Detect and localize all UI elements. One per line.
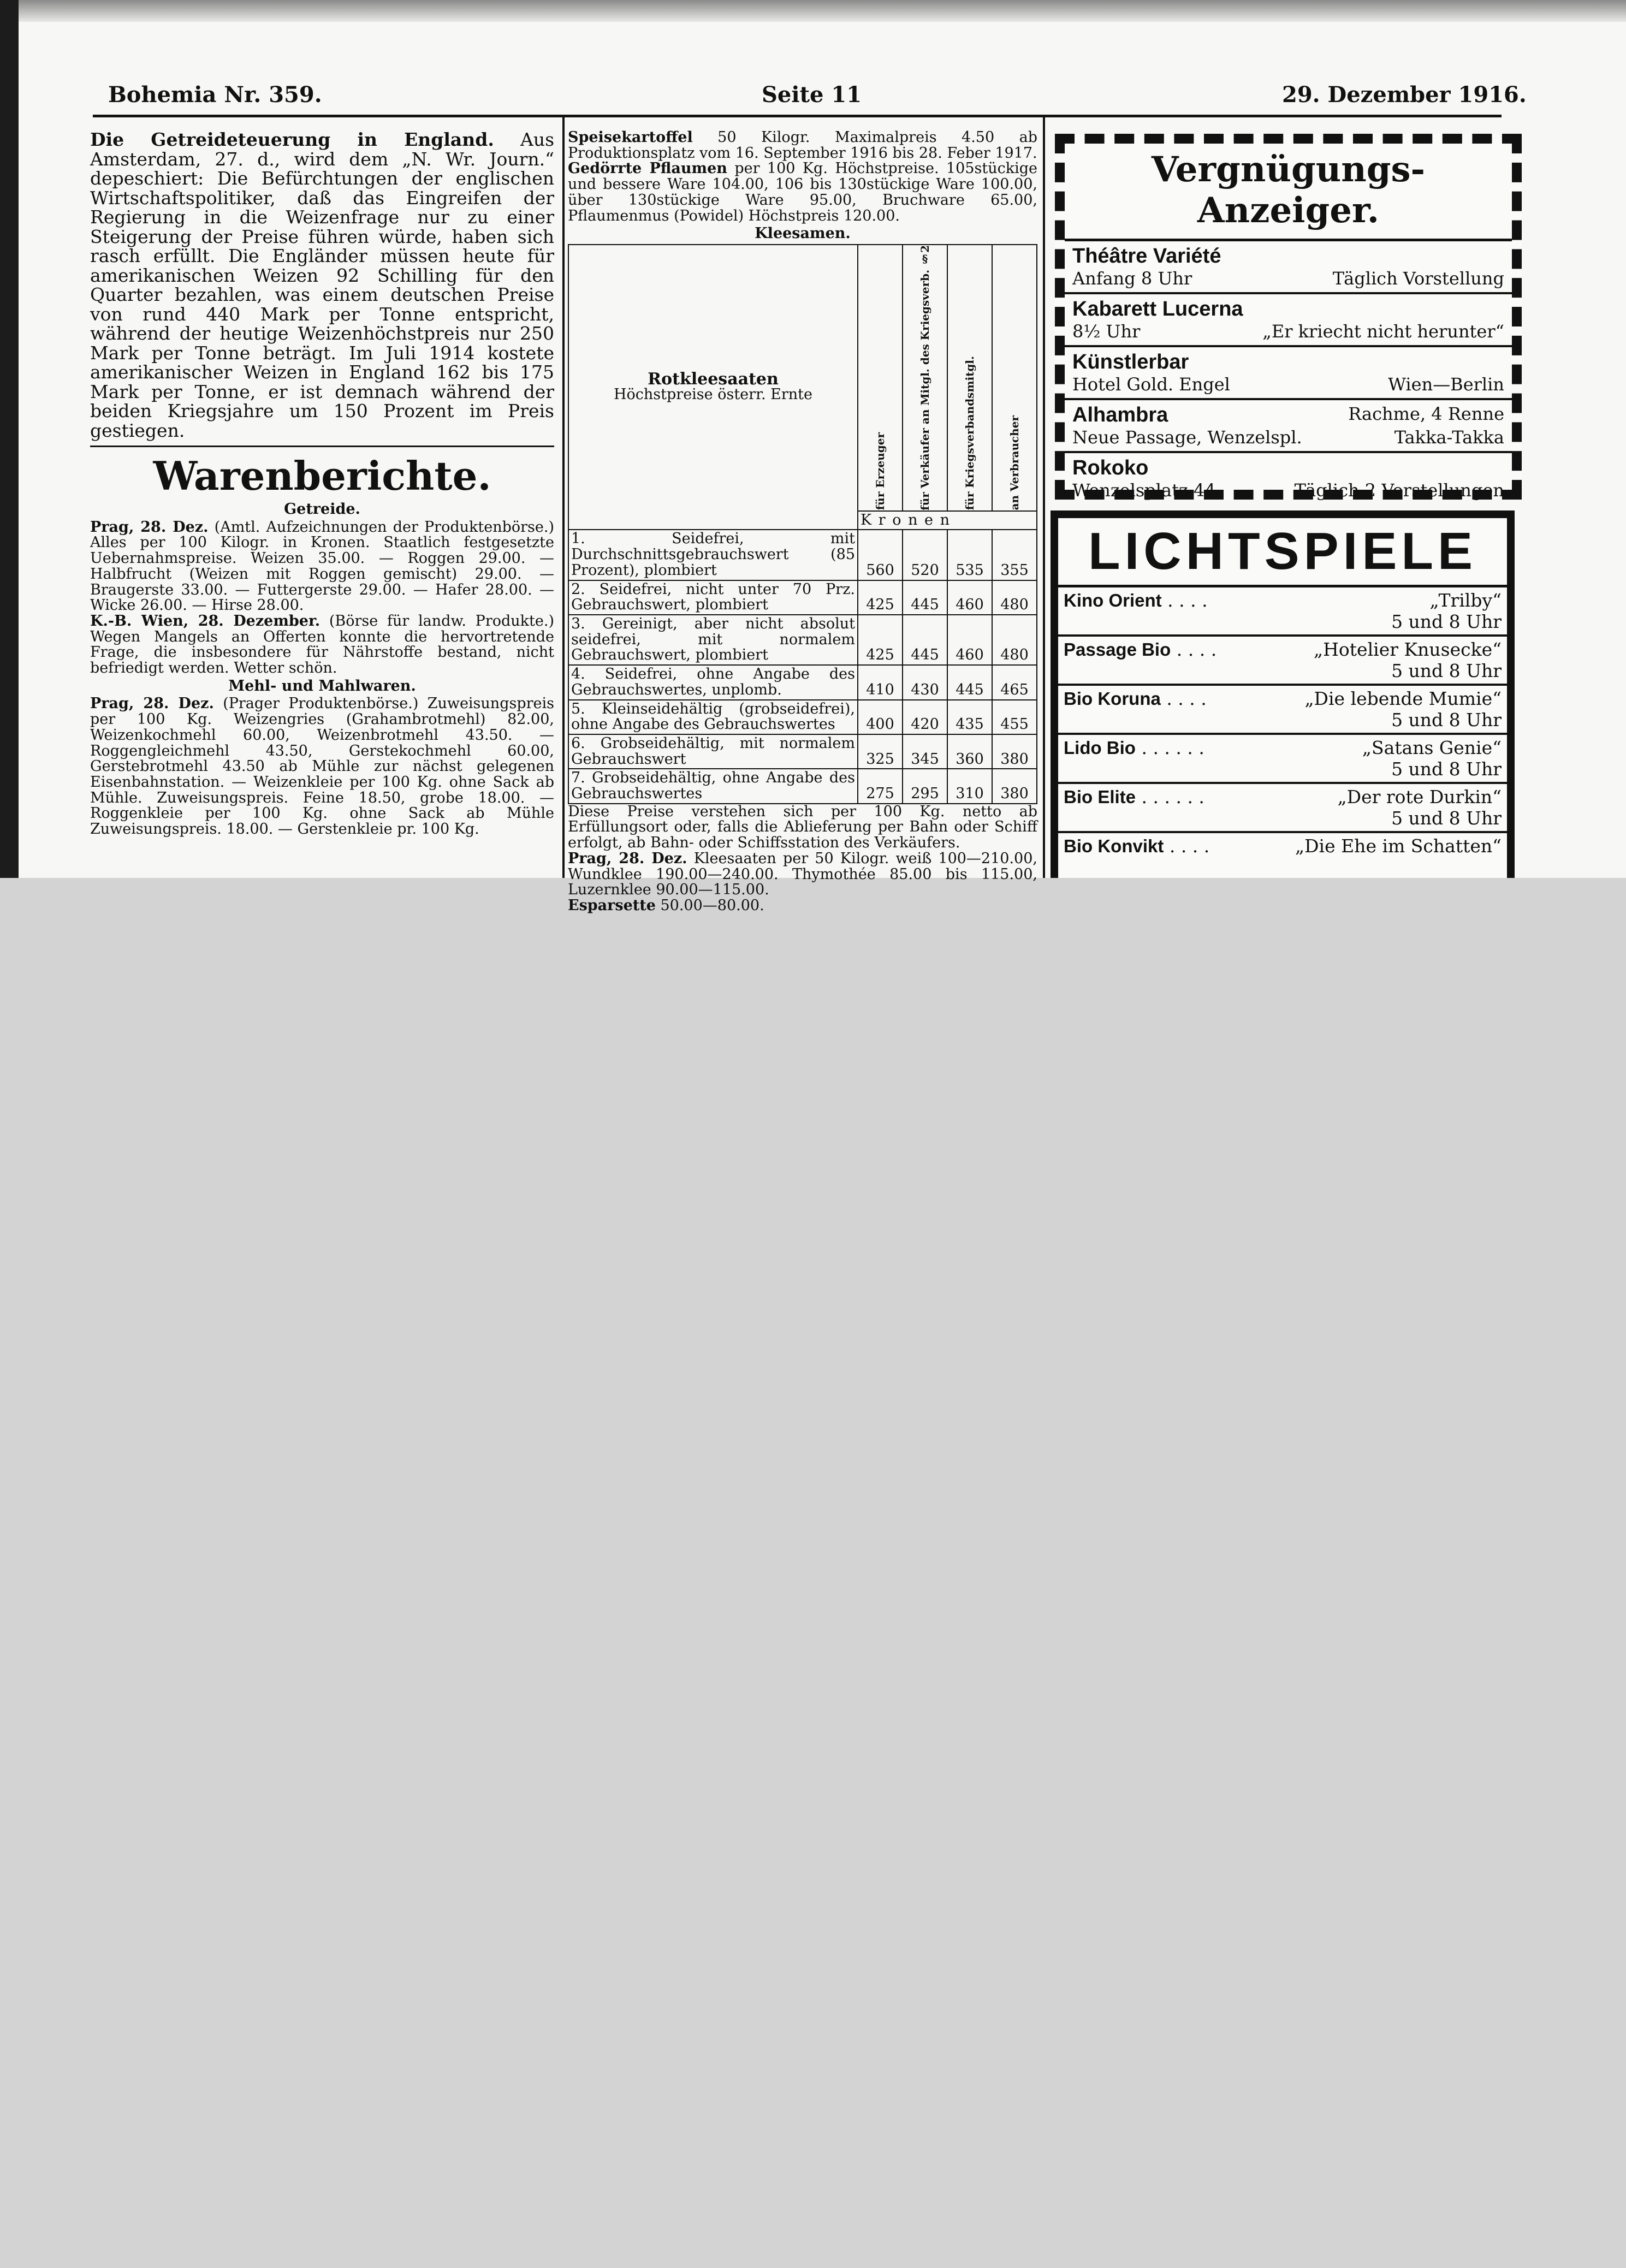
row-label: 6. Grobseidehältig, mit normalem Gebrauchswert xyxy=(568,734,858,769)
cell-value: 425 xyxy=(858,580,903,615)
table-row xyxy=(568,700,1037,734)
ad-detail-right: „Er kriecht nicht herunter“ xyxy=(1262,321,1504,342)
section-title-warenberichte: Warenberichte. xyxy=(153,453,491,499)
paragraph-text: Kleesaaten per 50 Kilogr. weiß 100—210.00, Wundklee 190.00—240.00. Thymothée 85.00 bis 115.00, Luzernklee 90.00—115.00. xyxy=(568,850,1037,899)
paragraph-text: (Amtl. Aufzeichnungen der Produktenbörse.) Alles per 100 Kilogr. in Kronen. Staatlich festgesetzte Uebernahmspreise. Weizen 35.00. — Roggen 29.00. — Halbfrucht (Weizen mit Roggen gemischt) 29.00. — Braugerste 33.00. — Futtergerste 29.00. — Hafer 28.00. — Wicke 26.00. — Hirse 28.00. xyxy=(90,518,554,614)
cell-value: 275 xyxy=(858,769,903,803)
film-title: „Trilby“ xyxy=(1429,590,1502,611)
cell-value: 420 xyxy=(903,700,947,734)
dateline: Prag, 28. Dez. xyxy=(568,850,687,867)
table-row xyxy=(568,530,1037,580)
article-getreideteuerung xyxy=(90,130,554,440)
dateline: K.-B. Wien, 28. Dezember. xyxy=(90,612,321,630)
table-row xyxy=(568,734,1037,769)
ad-detail-right-2: Takka-Takka xyxy=(1394,427,1504,448)
cell-value: 345 xyxy=(903,734,947,769)
paragraph-getreide-wien xyxy=(90,614,554,676)
ad-venue: Rokoko xyxy=(1072,456,1149,479)
col-header: für Verkäufer an Mitgl. des Kriegsverb. §2 xyxy=(903,245,947,511)
row-label: 4. Seidefrei, ohne Angabe des Gebrauchswertes, unplomb. xyxy=(568,665,858,699)
showtimes: 5 und 8 Uhr xyxy=(1391,758,1502,780)
row-label: 3. Gereinigt, aber nicht absolut seidefrei, mit normalem Gebrauchswert, plombiert xyxy=(568,615,858,665)
cell-value: 380 xyxy=(992,769,1037,803)
column-rule-1 xyxy=(562,117,565,878)
row-label: 2. Seidefrei, nicht unter 70 Prz. Gebrauchswert, plombiert xyxy=(568,580,858,615)
leader-dots: . . . . xyxy=(1166,688,1207,709)
cinema-listing xyxy=(1058,784,1507,833)
leader-dots: . . . . xyxy=(1176,639,1217,660)
article-title: Die Getreideteuerung in England. xyxy=(90,129,494,150)
ad-alhambra xyxy=(1065,400,1512,453)
cell-value: 400 xyxy=(858,700,903,734)
cinema-listing xyxy=(1058,686,1507,735)
cell-value: 480 xyxy=(992,580,1037,615)
cell-value: 425 xyxy=(858,615,903,665)
showtimes: 5 und 8 Uhr xyxy=(1391,660,1502,681)
entertainment-ads-box xyxy=(1055,134,1522,500)
cell-value: 355 xyxy=(992,530,1037,580)
ad-detail-right: Wien—Berlin xyxy=(1388,374,1504,395)
ad-kuenstlerbar xyxy=(1065,347,1512,400)
table-caption xyxy=(568,245,858,530)
cell-value: 465 xyxy=(992,665,1037,699)
cinema-listing xyxy=(1058,587,1507,637)
col-header: für Kriegsverbandsmitgl. xyxy=(947,245,992,511)
film-title: „Der rote Durkin“ xyxy=(1337,786,1502,808)
cell-value: 435 xyxy=(947,700,992,734)
table-row xyxy=(568,769,1037,803)
paragraph-text: (Prager Produktenbörse.) Zuweisungspreis per 100 Kg. Weizengries (Grahambrotmehl) 82.00, Weizenkochmehl 60.00, Weizenbrotmehl 43.50. — Roggengleichmehl 43.50, Gerstekochmehl 60.00, Gerstebrotmehl 43.50 ab Mühle zur nächst gelegenen Eisenbahnstation. — Weizenkleie per 100 Kg. ohne Sack ab Mühle. Zuweisungspreis. Feine 18.50, grobe 18.00. — Roggenkleie per 100 Kg. ohne Sack ab Mühle Zuweisungspreis. 18.00. — Gerstenkleie pr. 100 Kg. xyxy=(90,695,554,838)
scan-top-edge xyxy=(19,0,1626,22)
item-lead: Gedörrte Pflaumen xyxy=(568,160,727,177)
paragraph-text: (Börse für landw. Produkte.) Wegen Mangels an Offerten konnte die hervortretende Frage, die insbesondere für Nährstoffe bestand, nicht befriedigt werden. Wetter schön. xyxy=(90,612,554,677)
cell-value: 455 xyxy=(992,700,1037,734)
paragraph-getreide-prag xyxy=(90,520,554,614)
col-header: für Erzeuger xyxy=(858,245,903,511)
ad-detail-left: Hotel Gold. Engel xyxy=(1072,374,1230,395)
item-lead: Esparsette xyxy=(568,896,656,914)
paragraph-kleesaaten-prag xyxy=(568,851,1037,898)
cinema-name: Passage Bio xyxy=(1064,639,1171,660)
paragraph-speisekartoffel xyxy=(568,130,1037,161)
col-header: an Verbraucher xyxy=(992,245,1037,511)
ad-venue: Kabarett Lucerna xyxy=(1072,298,1243,320)
ad-theatre-variete xyxy=(1065,241,1512,294)
ad-venue: Alhambra xyxy=(1072,403,1168,426)
table-caption-subtitle: Höchstpreise österr. Ernte xyxy=(613,386,813,403)
ad-venue: Théâtre Variété xyxy=(1072,245,1221,268)
ad-detail-left: Anfang 8 Uhr xyxy=(1072,268,1192,289)
cell-value: 410 xyxy=(858,665,903,699)
cell-value: 560 xyxy=(858,530,903,580)
dateline: Prag, 28. Dez. xyxy=(90,695,214,713)
subsection-kleesamen: Kleesamen. xyxy=(755,225,851,242)
ad-venue: Künstlerbar xyxy=(1072,351,1189,373)
leader-dots: . . . . xyxy=(1169,835,1210,857)
cinema-name: Kino Orient xyxy=(1064,590,1162,610)
cinema-listing xyxy=(1058,833,1507,859)
paragraph-mehl-prag xyxy=(90,696,554,837)
showtimes: 5 und 8 Uhr xyxy=(1391,709,1502,731)
cell-value: 480 xyxy=(992,615,1037,665)
ad-detail-right: Täglich Vorstellung xyxy=(1332,268,1504,289)
cell-value: 430 xyxy=(903,665,947,699)
cell-value: 360 xyxy=(947,734,992,769)
unit-header: K r o n e n xyxy=(858,511,1037,530)
cinema-listing xyxy=(1058,735,1507,784)
cell-value: 460 xyxy=(947,580,992,615)
leader-dots: . . . . . . xyxy=(1141,737,1204,758)
newspaper-page xyxy=(0,0,1626,914)
cell-value: 445 xyxy=(947,665,992,699)
cell-value: 460 xyxy=(947,615,992,665)
item-lead: Speisekartoffel xyxy=(568,129,693,146)
dateline: Prag, 28. Dez. xyxy=(90,518,209,536)
cell-value: 520 xyxy=(903,530,947,580)
cinema-listing xyxy=(1058,637,1507,686)
header-publication: Bohemia Nr. 359. xyxy=(108,82,322,108)
header-rule xyxy=(93,115,1502,117)
ads-title: Vergnügungs-Anzeiger. xyxy=(1065,144,1512,241)
row-label: 7. Grobseidehältig, ohne Angabe des Gebrauchswertes xyxy=(568,769,858,803)
column-rule-2 xyxy=(1043,117,1045,878)
showtimes: 5 und 8 Uhr xyxy=(1391,808,1502,829)
subsection-getreide: Getreide. xyxy=(284,501,360,518)
column-2 xyxy=(568,130,1037,914)
cell-value: 325 xyxy=(858,734,903,769)
table-note: Diese Preise verstehen sich per 100 Kg. netto ab Erfüllungsort oder, falls die Ablieferung per Bahn oder Schiff erfolgt, ab Bahn- oder Schiffsstation des Verkäufers. xyxy=(568,803,1037,852)
header-date: 29. Dezember 1916. xyxy=(1282,82,1527,108)
cinema-name: Bio Konvikt xyxy=(1064,836,1164,856)
cinema-name: Lido Bio xyxy=(1064,738,1136,758)
column-1 xyxy=(90,130,554,838)
ad-detail-left: 8½ Uhr xyxy=(1072,321,1141,342)
cinema-listings-box xyxy=(1051,510,1515,878)
ad-detail-right: Täglich 2 Vorstellungen xyxy=(1294,480,1504,501)
scan-gutter xyxy=(0,0,19,878)
row-label: 1. Seidefrei, mit Durchschnittsgebrauchswert (85 Prozent), plombiert xyxy=(568,530,858,580)
ad-detail-left: Neue Passage, Wenzelspl. xyxy=(1072,427,1302,448)
ad-detail-right: Rachme, 4 Renne xyxy=(1348,403,1504,424)
cinema-name: Bio Koruna xyxy=(1064,688,1161,709)
leader-dots: . . . . xyxy=(1167,590,1208,611)
table-row xyxy=(568,580,1037,615)
cinema-name: Bio Elite xyxy=(1064,787,1136,807)
film-title: „Satans Genie“ xyxy=(1362,737,1502,758)
film-title: „Die Ehe im Schatten“ xyxy=(1295,835,1502,857)
film-title: „Die lebende Mumie“ xyxy=(1304,688,1502,709)
showtimes: 5 und 8 Uhr xyxy=(1391,611,1502,632)
paragraph-text: per 100 Kg. Höchstpreise. 105stückige und bessere Ware 104.00, 106 bis 130stückige Ware 100.00, über 130stückige Ware 95.00, Bruchware 65.00, Pflaumenmus (Powidel) Höchstpreis 120.00. xyxy=(568,160,1037,224)
paragraph-text: 50 Kilogr. Maximalpreis 4.50 ab Produktionsplatz vom 16. September 1916 bis 28. Feber 1917. xyxy=(568,129,1037,162)
table-row xyxy=(568,615,1037,665)
cell-value: 445 xyxy=(903,580,947,615)
cinema-title: LICHTSPIELE xyxy=(1058,518,1507,587)
ad-kabarett-lucerna xyxy=(1065,294,1512,347)
cell-value: 295 xyxy=(903,769,947,803)
row-label: 5. Kleinseidehältig (grobseidefrei), ohne Angabe des Gebrauchswertes xyxy=(568,700,858,734)
section-divider xyxy=(90,446,554,447)
table-row xyxy=(568,665,1037,699)
clover-price-table xyxy=(568,244,1037,804)
film-title: „Hotelier Knusecke“ xyxy=(1314,639,1502,660)
paragraph-esparsette xyxy=(568,898,1037,914)
table-caption-title: Rotkleesaaten xyxy=(648,369,779,389)
cell-value: 445 xyxy=(903,615,947,665)
paragraph-text: 50.00—80.00. xyxy=(660,896,764,914)
subsection-mehl: Mehl- und Mahlwaren. xyxy=(228,677,416,694)
cell-value: 535 xyxy=(947,530,992,580)
paragraph-pflaumen xyxy=(568,161,1037,224)
cell-value: 310 xyxy=(947,769,992,803)
ad-detail-left: Wenzelsplatz 44 xyxy=(1072,480,1216,501)
cell-value: 380 xyxy=(992,734,1037,769)
ad-rokoko xyxy=(1065,453,1512,504)
leader-dots: . . . . . . xyxy=(1141,786,1204,808)
header-page-number: Seite 11 xyxy=(762,82,862,108)
article-text: Aus Amsterdam, 27. d., wird dem „N. Wr. Journ.“ depeschiert: Die Befürchtungen der englischen Wirtschaftspolitiker, daß das Eingreifen der Regierung in die Weizenfrage nur zu einer Steigerung der Preise führen würde, haben sich rasch erfüllt. Die Engländer müssen heute für amerikanischen Weizen 92 Schilling für den Quarter bezahlen, was einem deutschen Preise von rund 440 Mark per Tonne entspricht, während der heutige Weizenhöchstpreis nur 250 Mark per Tonne beträgt. Im Juli 1914 kostete amerikanischer Weizen in England 162 bis 175 Mark per Tonne, er ist demnach während der beiden Kriegsjahre um 150 Prozent im Preis gestiegen. xyxy=(90,129,555,441)
